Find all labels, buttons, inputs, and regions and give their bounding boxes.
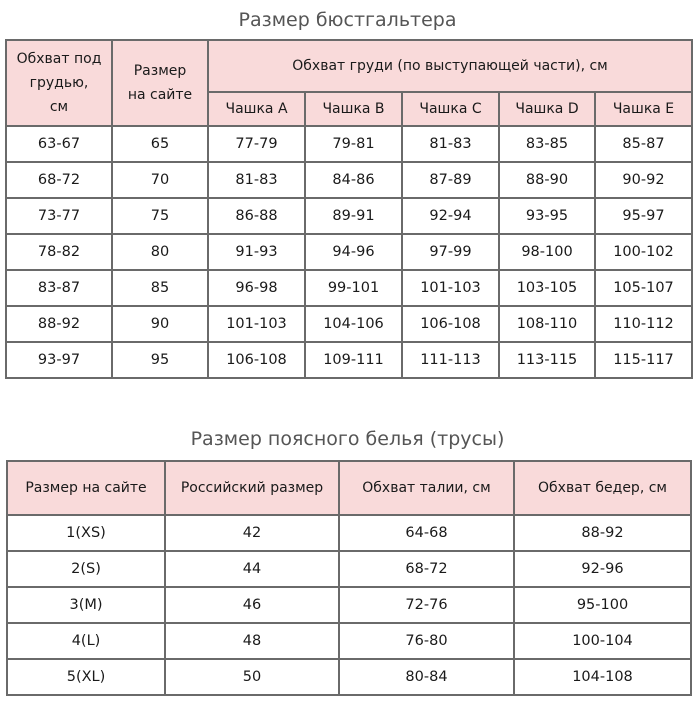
table-cell: 97-99 [402, 234, 499, 270]
table-cell: 93-97 [6, 342, 112, 378]
table-cell: 108-110 [499, 306, 595, 342]
table-row [7, 623, 691, 659]
table-cell: 96-98 [208, 270, 305, 306]
table-cell: 109-111 [305, 342, 402, 378]
table-cell: 88-92 [6, 306, 112, 342]
table-cell: 90-92 [595, 162, 692, 198]
bra-table-body [6, 126, 692, 378]
underbust-header-line: см [49, 99, 69, 115]
table-cell: 4(L) [7, 623, 165, 659]
table-cell: 113-115 [499, 342, 595, 378]
table-row [6, 270, 692, 306]
table-cell: 81-83 [402, 126, 499, 162]
table-cell: 99-101 [305, 270, 402, 306]
table-cell: 95-97 [595, 198, 692, 234]
table-cell: 100-104 [514, 623, 691, 659]
table-cell: 85 [112, 270, 208, 306]
table-row [6, 162, 692, 198]
table-row [6, 306, 692, 342]
table-cell: 81-83 [208, 162, 305, 198]
table-cell: 111-113 [402, 342, 499, 378]
table-cell: 89-91 [305, 198, 402, 234]
table-cell: 1(XS) [7, 515, 165, 551]
table-cell: 104-108 [514, 659, 691, 695]
table-cell: 86-88 [208, 198, 305, 234]
table-cell: 72-76 [339, 587, 514, 623]
table-cell: 115-117 [595, 342, 692, 378]
table-cell: 100-102 [595, 234, 692, 270]
table-cell: 75 [112, 198, 208, 234]
table-cell: 48 [165, 623, 339, 659]
table-cell: 46 [165, 587, 339, 623]
underbust-header-line: Обхват под [16, 51, 102, 67]
table-cell: 63-67 [6, 126, 112, 162]
cup-d-header: Чашка D [499, 92, 595, 126]
table-cell: 83-85 [499, 126, 595, 162]
bra-size-title: Размер бюстгальтера [238, 9, 457, 31]
table-row [6, 234, 692, 270]
table-cell: 103-105 [499, 270, 595, 306]
bust-header: Обхват груди (по выступающей части), см [208, 40, 692, 92]
table-cell: 104-106 [305, 306, 402, 342]
table-cell: 92-96 [514, 551, 691, 587]
table-cell: 110-112 [595, 306, 692, 342]
table-cell: 44 [165, 551, 339, 587]
hips-header: Обхват бедер, см [514, 461, 691, 515]
table-cell: 68-72 [6, 162, 112, 198]
table-row [7, 587, 691, 623]
table-row [6, 198, 692, 234]
table-cell: 77-79 [208, 126, 305, 162]
table-cell: 94-96 [305, 234, 402, 270]
table-cell: 95 [112, 342, 208, 378]
table-cell: 80-84 [339, 659, 514, 695]
table-row [6, 342, 692, 378]
bra-size-table [5, 39, 693, 379]
table-row [7, 659, 691, 695]
table-row [6, 126, 692, 162]
table-row [7, 551, 691, 587]
underbust-header-line: грудью, [29, 75, 89, 91]
cup-a-header: Чашка A [208, 92, 305, 126]
table-cell: 70 [112, 162, 208, 198]
table-cell: 88-92 [514, 515, 691, 551]
table-cell: 64-68 [339, 515, 514, 551]
table-cell: 85-87 [595, 126, 692, 162]
panties-size-table [6, 460, 692, 696]
russian-size-header: Российский размер [165, 461, 339, 515]
table-cell: 73-77 [6, 198, 112, 234]
table-cell: 106-108 [208, 342, 305, 378]
site-size-header-line: на сайте [127, 87, 193, 103]
table-cell: 98-100 [499, 234, 595, 270]
table-cell: 90 [112, 306, 208, 342]
table-row [7, 515, 691, 551]
table-cell: 93-95 [499, 198, 595, 234]
table-cell: 101-103 [208, 306, 305, 342]
table-cell: 105-107 [595, 270, 692, 306]
panties-size-title: Размер поясного белья (трусы) [190, 428, 505, 450]
table-cell: 79-81 [305, 126, 402, 162]
waist-header: Обхват талии, см [339, 461, 514, 515]
table-cell: 76-80 [339, 623, 514, 659]
table-cell: 92-94 [402, 198, 499, 234]
table-cell: 88-90 [499, 162, 595, 198]
cup-e-header: Чашка E [595, 92, 692, 126]
panties-table-body [7, 515, 691, 695]
table-cell: 50 [165, 659, 339, 695]
site-size-header [112, 40, 208, 126]
table-cell: 91-93 [208, 234, 305, 270]
table-cell: 106-108 [402, 306, 499, 342]
table-cell: 95-100 [514, 587, 691, 623]
table-cell: 68-72 [339, 551, 514, 587]
site-size-header-line: Размер [133, 63, 187, 79]
table-cell: 78-82 [6, 234, 112, 270]
cup-b-header: Чашка B [305, 92, 402, 126]
underbust-header [6, 40, 112, 126]
site-size-header: Размер на сайте [7, 461, 165, 515]
table-cell: 2(S) [7, 551, 165, 587]
table-cell: 42 [165, 515, 339, 551]
table-cell: 3(M) [7, 587, 165, 623]
cup-c-header: Чашка C [402, 92, 499, 126]
table-cell: 83-87 [6, 270, 112, 306]
table-cell: 87-89 [402, 162, 499, 198]
table-cell: 101-103 [402, 270, 499, 306]
table-cell: 5(XL) [7, 659, 165, 695]
table-cell: 84-86 [305, 162, 402, 198]
table-cell: 65 [112, 126, 208, 162]
table-cell: 80 [112, 234, 208, 270]
